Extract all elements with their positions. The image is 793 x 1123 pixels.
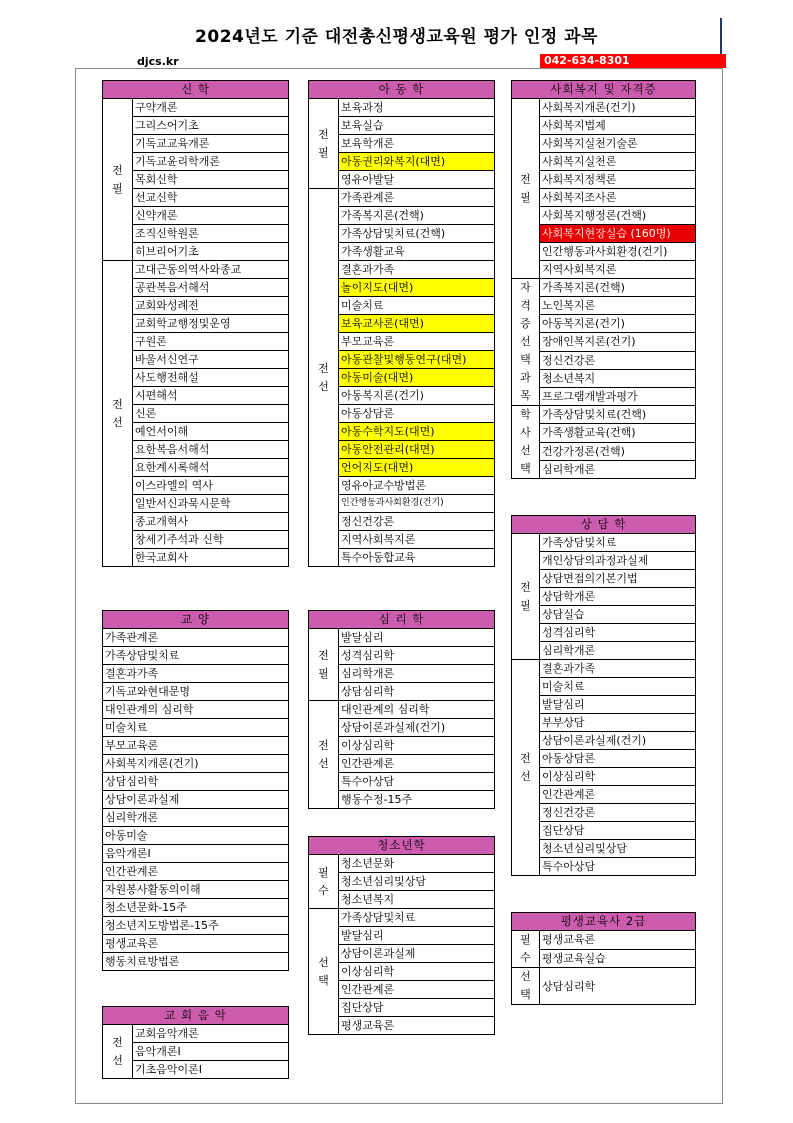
course-cell: 정신건강론 — [339, 513, 495, 531]
course-cell: 미술치료 — [103, 719, 289, 737]
table-row — [512, 442, 696, 460]
table-row — [103, 629, 289, 647]
course-cell: 인간관계론 — [103, 863, 289, 881]
table-row — [309, 701, 495, 719]
course-cell: 아동권리와복지(대면) — [339, 153, 495, 171]
course-cell: 대인관계의 심리학 — [103, 701, 289, 719]
course-cell: 가족생활교육(건핵) — [540, 424, 696, 442]
table-header: 신 학 — [103, 81, 289, 99]
course-cell: 인간관계론 — [339, 981, 495, 999]
course-cell: 선교신학 — [133, 189, 289, 207]
table-row — [512, 714, 696, 732]
category-label-text: 선택 — [318, 955, 329, 987]
category-label-text: 전선 — [520, 751, 531, 783]
course-cell: 개인상담의과정과실제 — [540, 552, 696, 570]
course-cell: 부모교육론 — [339, 333, 495, 351]
course-cell: 미술치료 — [540, 678, 696, 696]
table-row — [512, 460, 696, 478]
course-cell: 그리스어기초 — [133, 117, 289, 135]
course-cell: 노인복지론 — [540, 297, 696, 315]
course-cell: 상담학개론 — [540, 588, 696, 606]
table-row — [512, 822, 696, 840]
table-row — [103, 863, 289, 881]
course-cell: 상담이론과실제(건기) — [339, 719, 495, 737]
table-row — [512, 279, 696, 297]
course-cell: 한국교회사 — [133, 549, 289, 567]
course-cell: 조직신학원론 — [133, 225, 289, 243]
table-row — [512, 387, 696, 405]
category-label-text: 필수 — [318, 865, 329, 897]
course-cell: 언어지도(대면) — [339, 459, 495, 477]
course-cell: 부모교육론 — [103, 737, 289, 755]
counseling-table — [511, 515, 696, 876]
table-row — [103, 773, 289, 791]
course-cell: 정신건강론 — [540, 351, 696, 369]
course-cell: 구약개론 — [133, 99, 289, 117]
site-url: djcs.kr — [137, 55, 179, 68]
table-row — [512, 261, 696, 279]
table-row — [512, 99, 696, 117]
course-cell: 상담실습 — [540, 606, 696, 624]
course-cell: 특수아상담 — [339, 773, 495, 791]
course-cell: 창세기주석과 신학 — [133, 531, 289, 549]
category-label — [309, 99, 339, 189]
course-cell: 보육교사론(대면) — [339, 315, 495, 333]
course-cell: 청소년심리및상담 — [540, 840, 696, 858]
course-cell: 사도행전해설 — [133, 369, 289, 387]
course-cell: 청소년문화-15주 — [103, 899, 289, 917]
table-row — [103, 881, 289, 899]
table-row — [512, 750, 696, 768]
course-cell: 음악개론Ⅰ — [133, 1043, 289, 1061]
table-row — [512, 351, 696, 369]
table-header: 사회복지 및 자격증 — [512, 81, 696, 99]
table-row — [512, 624, 696, 642]
table-row — [103, 917, 289, 935]
table-row — [309, 855, 495, 873]
course-cell: 놀이지도(대면) — [339, 279, 495, 297]
table-row — [103, 701, 289, 719]
table-row — [512, 678, 696, 696]
course-cell: 청소년심리및상담 — [339, 873, 495, 891]
table-row — [512, 732, 696, 750]
category-label — [309, 189, 339, 567]
category-label — [103, 261, 133, 567]
course-cell: 목회신학 — [133, 171, 289, 189]
table-row — [309, 189, 495, 207]
category-label-text: 전필 — [318, 127, 329, 159]
course-cell: 자원봉사활동의이해 — [103, 881, 289, 899]
table-row — [103, 755, 289, 773]
category-label — [512, 931, 540, 968]
course-cell: 상담심리학 — [540, 968, 696, 1005]
table-row — [512, 189, 696, 207]
course-cell: 평생교육론 — [540, 931, 696, 950]
course-cell: 아동미술(대면) — [339, 369, 495, 387]
table-row — [103, 665, 289, 683]
course-cell: 상담이론과실제 — [103, 791, 289, 809]
course-cell: 시편해석 — [133, 387, 289, 405]
table-row — [512, 570, 696, 588]
course-cell: 상담심리학 — [339, 683, 495, 701]
category-label — [512, 279, 540, 406]
category-label — [103, 1025, 133, 1079]
table-row — [512, 786, 696, 804]
theology-table — [102, 80, 289, 567]
table-header: 교 양 — [103, 611, 289, 629]
table-row — [512, 768, 696, 786]
course-cell: 아동복지론(건기) — [339, 387, 495, 405]
course-cell: 가족상담및치료(건핵) — [540, 406, 696, 424]
course-cell: 성격심리학 — [540, 624, 696, 642]
table-row — [103, 791, 289, 809]
table-row — [103, 683, 289, 701]
table-header: 심 리 학 — [309, 611, 495, 629]
course-cell: 가족상담및치료 — [103, 647, 289, 665]
course-cell: 사회복지실천기술론 — [540, 135, 696, 153]
course-cell: 사회복지현장실습 (160명) — [540, 225, 696, 243]
course-cell: 결혼과가족 — [103, 665, 289, 683]
table-row — [512, 642, 696, 660]
course-cell: 사회복지실천론 — [540, 153, 696, 171]
course-cell: 장애인복지론(건기) — [540, 333, 696, 351]
table-header: 아 동 학 — [309, 81, 495, 99]
category-label-text: 전선 — [318, 738, 329, 770]
course-cell: 아동안전관리(대면) — [339, 441, 495, 459]
category-label — [512, 99, 540, 279]
course-cell: 미술치료 — [339, 297, 495, 315]
course-cell: 히브리어기초 — [133, 243, 289, 261]
category-label-text: 학사선택 — [520, 408, 531, 475]
table-row — [103, 809, 289, 827]
table-row — [512, 135, 696, 153]
table-row — [103, 935, 289, 953]
table-row — [512, 297, 696, 315]
table-row — [512, 552, 696, 570]
table-row — [512, 931, 696, 950]
course-cell: 이스라엘의 역사 — [133, 477, 289, 495]
table-row — [512, 858, 696, 876]
course-cell: 기독교와현대문명 — [103, 683, 289, 701]
table-row — [512, 333, 696, 351]
table-header: 청소년학 — [309, 837, 495, 855]
table-row — [103, 827, 289, 845]
course-cell: 보육학개론 — [339, 135, 495, 153]
course-cell: 인간관계론 — [540, 786, 696, 804]
course-cell: 인간행동과사회환경(건기) — [540, 243, 696, 261]
course-cell: 음악개론Ⅰ — [103, 845, 289, 863]
table-row — [103, 737, 289, 755]
course-cell: 가족상담및치료(건핵) — [339, 225, 495, 243]
table-row — [512, 424, 696, 442]
table-row — [103, 647, 289, 665]
course-cell: 심리학개론 — [540, 642, 696, 660]
course-cell: 결혼과가족 — [339, 261, 495, 279]
course-cell: 사회복지조사론 — [540, 189, 696, 207]
course-cell: 교회음악개론 — [133, 1025, 289, 1043]
church-music-table — [102, 1006, 289, 1079]
course-cell: 상담면접의기본기법 — [540, 570, 696, 588]
course-cell: 대인관계의 심리학 — [339, 701, 495, 719]
course-cell: 요한계시록해석 — [133, 459, 289, 477]
course-cell: 성격심리학 — [339, 647, 495, 665]
category-label-text: 전선 — [112, 1035, 123, 1067]
table-row — [512, 153, 696, 171]
phone-number: 042-634-8301 — [540, 54, 726, 68]
table-row — [309, 909, 495, 927]
category-label — [512, 968, 540, 1005]
category-label-text: 전필 — [318, 648, 329, 680]
liberal-arts-table — [102, 610, 289, 971]
table-row — [512, 840, 696, 858]
course-cell: 평생교육론 — [103, 935, 289, 953]
course-cell: 신약개론 — [133, 207, 289, 225]
category-label — [309, 629, 339, 701]
psychology-table — [308, 610, 495, 809]
child-studies-table — [308, 80, 495, 567]
table-row — [512, 968, 696, 1005]
table-header: 상 담 학 — [512, 516, 696, 534]
course-cell: 예언서이해 — [133, 423, 289, 441]
table-row — [512, 588, 696, 606]
course-cell: 아동상담론 — [540, 750, 696, 768]
page-title: 2024년도 기준 대전총신평생교육원 평가 인정 과목 — [195, 27, 598, 47]
category-label — [512, 660, 540, 876]
category-label-text: 필수 — [520, 933, 531, 964]
course-cell: 기독교교육개론 — [133, 135, 289, 153]
course-cell: 교회와성례전 — [133, 297, 289, 315]
table-row — [512, 243, 696, 261]
table-row — [103, 719, 289, 737]
course-cell: 일반서신과묵시문학 — [133, 495, 289, 513]
course-cell: 발달심리 — [540, 696, 696, 714]
course-cell: 가족복지론(건핵) — [540, 279, 696, 297]
course-cell: 상담이론과실제(건기) — [540, 732, 696, 750]
category-label-text: 전필 — [520, 172, 531, 204]
table-row — [512, 696, 696, 714]
course-cell: 구원론 — [133, 333, 289, 351]
table-row — [512, 315, 696, 333]
category-label — [103, 99, 133, 261]
category-label-text: 전필 — [112, 163, 123, 195]
course-cell: 평생교육론 — [339, 1017, 495, 1035]
table-row — [512, 534, 696, 552]
course-cell: 아동수학지도(대면) — [339, 423, 495, 441]
course-cell: 건강가정론(건핵) — [540, 442, 696, 460]
course-cell: 교회학교행정및운영 — [133, 315, 289, 333]
course-cell: 사회복지개론(건기) — [103, 755, 289, 773]
course-cell: 가족상담및치료 — [339, 909, 495, 927]
table-row — [103, 953, 289, 971]
table-header: 교 회 음 악 — [103, 1007, 289, 1025]
youth-studies-table — [308, 836, 495, 1035]
table-row — [309, 629, 495, 647]
course-cell: 사회복지개론(건기) — [540, 99, 696, 117]
course-cell: 가족관계론 — [339, 189, 495, 207]
course-cell: 부부상담 — [540, 714, 696, 732]
course-cell: 지역사회복지론 — [540, 261, 696, 279]
table-row — [512, 606, 696, 624]
category-label-text: 전선 — [318, 361, 329, 393]
course-cell: 가족생활교육 — [339, 243, 495, 261]
table-row — [512, 804, 696, 822]
course-cell: 가족상담및치료 — [540, 534, 696, 552]
table-row — [512, 225, 696, 243]
course-cell: 사회복지정책론 — [540, 171, 696, 189]
course-cell: 행동수정-15주 — [339, 791, 495, 809]
course-cell: 청소년지도방법론-15주 — [103, 917, 289, 935]
course-cell: 심리학개론 — [103, 809, 289, 827]
category-label — [309, 909, 339, 1035]
table-row — [103, 99, 289, 117]
course-cell: 신론 — [133, 405, 289, 423]
course-cell: 사회복지행정론(건핵) — [540, 207, 696, 225]
social-welfare-table — [511, 80, 696, 479]
lifelong-education-table — [511, 912, 696, 1005]
course-cell: 상담심리학 — [103, 773, 289, 791]
category-label — [512, 406, 540, 479]
category-label-text: 전선 — [112, 397, 123, 429]
course-cell: 특수아상담 — [540, 858, 696, 876]
table-row — [512, 949, 696, 968]
course-cell: 심리학개론 — [540, 460, 696, 478]
course-cell: 집단상담 — [540, 822, 696, 840]
course-cell: 요한복음서해석 — [133, 441, 289, 459]
course-cell: 프로그램개발과평가 — [540, 387, 696, 405]
course-cell: 아동상담론 — [339, 405, 495, 423]
table-row — [512, 207, 696, 225]
table-row — [512, 406, 696, 424]
course-cell: 평생교육실습 — [540, 949, 696, 968]
course-cell: 고대근동의역사와종교 — [133, 261, 289, 279]
table-row — [512, 369, 696, 387]
course-cell: 아동복지론(건기) — [540, 315, 696, 333]
course-cell: 청소년복지 — [339, 891, 495, 909]
course-cell: 상담이론과실제 — [339, 945, 495, 963]
course-cell: 공관복음서해석 — [133, 279, 289, 297]
course-cell: 인간관계론 — [339, 755, 495, 773]
course-cell: 종교개혁사 — [133, 513, 289, 531]
category-label-text: 자격증선택과목 — [520, 281, 531, 402]
course-cell: 특수아동합교육 — [339, 549, 495, 567]
course-cell: 보육과정 — [339, 99, 495, 117]
course-cell: 영유아발달 — [339, 171, 495, 189]
course-cell: 발달심리 — [339, 927, 495, 945]
table-row — [103, 899, 289, 917]
course-cell: 아동미술 — [103, 827, 289, 845]
course-cell: 아동관찰및행동연구(대면) — [339, 351, 495, 369]
table-row — [309, 99, 495, 117]
course-cell: 청소년복지 — [540, 369, 696, 387]
course-cell: 가족관계론 — [103, 629, 289, 647]
category-label-text: 전필 — [520, 580, 531, 612]
course-cell: 이상심리학 — [540, 768, 696, 786]
category-label — [309, 855, 339, 909]
table-row — [103, 1025, 289, 1043]
course-cell: 인간행동과사회환경(건기) — [339, 495, 495, 513]
category-label — [512, 534, 540, 660]
course-cell: 결혼과가족 — [540, 660, 696, 678]
course-cell: 기독교윤리학개론 — [133, 153, 289, 171]
course-cell: 심리학개론 — [339, 665, 495, 683]
course-cell: 영유아교수방법론 — [339, 477, 495, 495]
category-label — [309, 701, 339, 809]
course-cell: 바울서신연구 — [133, 351, 289, 369]
table-row — [512, 171, 696, 189]
table-header: 평생교육사 2급 — [512, 913, 696, 931]
course-cell: 가족복지론(건핵) — [339, 207, 495, 225]
table-row — [103, 261, 289, 279]
course-cell: 집단상담 — [339, 999, 495, 1017]
course-cell: 사회복지법제 — [540, 117, 696, 135]
course-cell: 발달심리 — [339, 629, 495, 647]
table-row — [103, 845, 289, 863]
course-cell: 이상심리학 — [339, 963, 495, 981]
course-cell: 청소년문화 — [339, 855, 495, 873]
course-cell: 정신건강론 — [540, 804, 696, 822]
category-label-text: 선택 — [520, 970, 531, 1001]
course-cell: 지역사회복지론 — [339, 531, 495, 549]
table-row — [512, 117, 696, 135]
course-cell: 이상심리학 — [339, 737, 495, 755]
table-row — [512, 660, 696, 678]
course-cell: 기초음악이론Ⅰ — [133, 1061, 289, 1079]
course-cell: 행동치료방법론 — [103, 953, 289, 971]
course-cell: 보육실습 — [339, 117, 495, 135]
